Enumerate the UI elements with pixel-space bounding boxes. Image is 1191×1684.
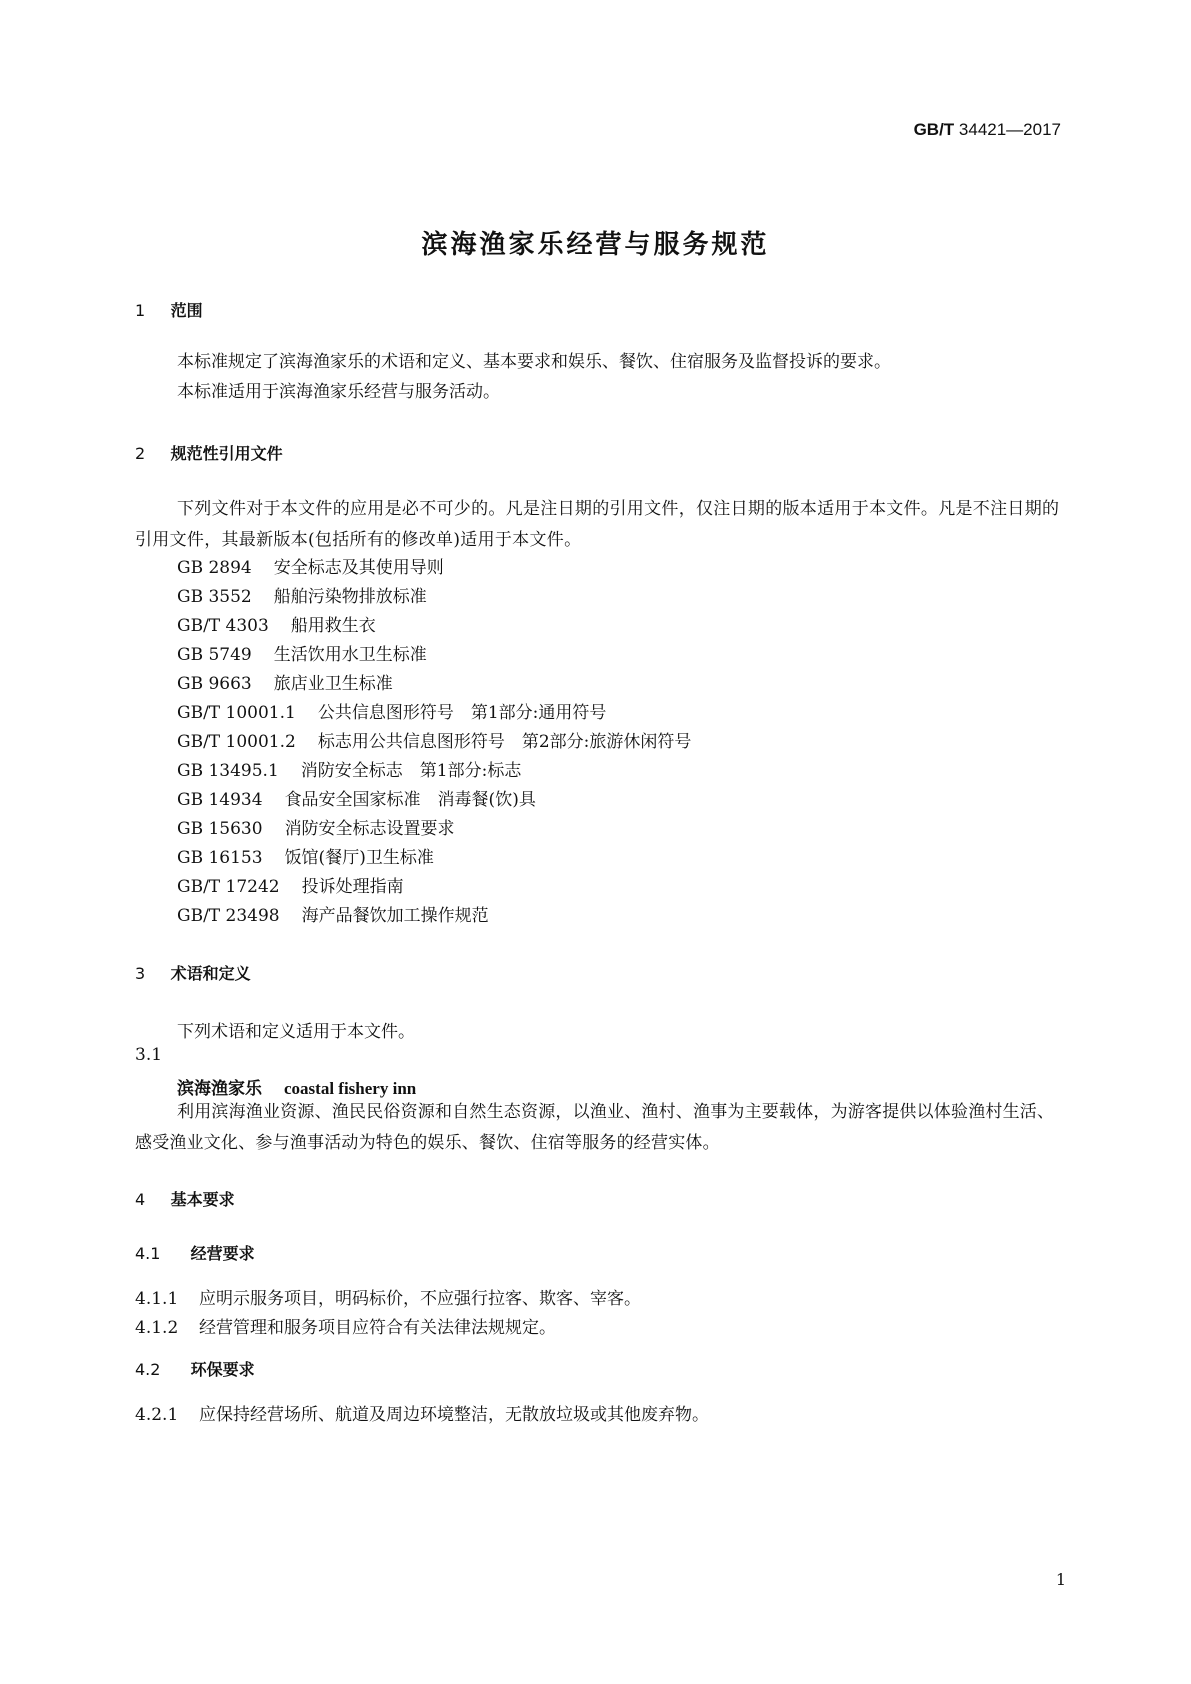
term-chinese: 滨海渔家乐: [177, 1079, 262, 1099]
section-3-heading: [135, 961, 251, 984]
section-number: 4: [135, 1190, 146, 1209]
section-title: 基本要求: [170, 1190, 235, 1209]
section-number: 2: [135, 444, 146, 463]
subsection-number: 4.1: [135, 1244, 161, 1263]
subsection-4-1-heading: [135, 1241, 255, 1264]
clause-number: 4.1.2: [135, 1318, 179, 1338]
clause-text: 应保持经营场所、航道及周边环境整洁，无散放垃圾或其他废弃物。: [199, 1405, 709, 1425]
reference-item: [177, 814, 455, 839]
reference-item: [177, 669, 393, 694]
reference-title: 消防安全标志 第1部分:标志: [300, 761, 522, 781]
term-heading: [177, 1074, 416, 1099]
reference-title: 生活饮用水卫生标准: [273, 645, 427, 665]
section-4-heading: [135, 1187, 235, 1210]
clause-number: 4.2.1: [135, 1405, 179, 1425]
reference-code: GB/T 10001.1: [177, 703, 296, 723]
section-number: 3: [135, 964, 146, 983]
reference-title: 标志用公共信息图形符号 第2部分:旅游休闲符号: [317, 732, 692, 752]
document-title: 滨海渔家乐经营与服务规范: [421, 230, 770, 260]
subsection-number: 4.2: [135, 1360, 161, 1379]
clause-number: 4.1.1: [135, 1289, 179, 1309]
clause-4-1-1: [135, 1284, 641, 1309]
clause-4-2-1: [135, 1400, 709, 1425]
reference-item: [177, 872, 404, 897]
section-number: 1: [135, 301, 146, 320]
term-number: 3.1: [135, 1045, 163, 1065]
reference-code: GB/T 10001.2: [177, 732, 296, 752]
page-number: 1: [1055, 1570, 1066, 1589]
reference-code: GB 3552: [177, 587, 252, 607]
standard-code-prefix: GB/T: [913, 120, 955, 139]
reference-item: [177, 756, 521, 781]
reference-title: 食品安全国家标准 消毒餐(饮)具: [284, 790, 536, 810]
section-3-intro: 下列术语和定义适用于本文件。: [177, 1022, 415, 1042]
section-title: 规范性引用文件: [170, 444, 283, 463]
reference-title: 船舶污染物排放标准: [273, 587, 427, 607]
section-2-heading: [135, 441, 283, 464]
reference-item: [177, 582, 427, 607]
reference-title: 公共信息图形符号 第1部分:通用符号: [317, 703, 607, 723]
reference-title: 船用救生衣: [290, 616, 376, 636]
reference-title: 旅店业卫生标准: [273, 674, 393, 694]
subsection-4-2-heading: [135, 1357, 255, 1380]
clause-text: 经营管理和服务项目应符合有关法律法规规定。: [199, 1318, 556, 1338]
reference-item: [177, 611, 376, 636]
reference-code: GB 9663: [177, 674, 252, 694]
reference-code: GB 16153: [177, 848, 263, 868]
reference-code: GB 5749: [177, 645, 252, 665]
section-title: 范围: [170, 301, 203, 320]
reference-code: GB/T 4303: [177, 616, 269, 636]
reference-title: 饭馆(餐厅)卫生标准: [284, 848, 434, 868]
reference-code: GB 14934: [177, 790, 263, 810]
clause-4-1-2: [135, 1313, 556, 1338]
standard-code-number: 34421—2017: [958, 120, 1061, 139]
section-1-paragraph-2: 本标准适用于滨海渔家乐经营与服务活动。: [177, 382, 500, 402]
reference-item: [177, 727, 691, 752]
subsection-title: 经营要求: [190, 1244, 255, 1263]
reference-title: 安全标志及其使用导则: [273, 558, 444, 578]
term-english: coastal fishery inn: [284, 1079, 417, 1098]
clause-text: 应明示服务项目，明码标价，不应强行拉客、欺客、宰客。: [199, 1289, 641, 1309]
reference-title: 消防安全标志设置要求: [284, 819, 455, 839]
section-2-intro: 下列文件对于本文件的应用是必不可少的。凡是注日期的引用文件，仅注日期的版本适用于本文件。凡是不注日期的引用文件，其最新版本(包括所有的修改单)适用于本文件。: [135, 499, 1060, 550]
reference-item: [177, 843, 434, 868]
reference-item: [177, 785, 536, 810]
reference-code: GB/T 17242: [177, 877, 280, 897]
reference-code: GB 13495.1: [177, 761, 279, 781]
subsection-title: 环保要求: [190, 1360, 255, 1379]
reference-code: GB 15630: [177, 819, 263, 839]
reference-item: [177, 640, 427, 665]
section-1-paragraph-1: 本标准规定了滨海渔家乐的术语和定义、基本要求和娱乐、餐饮、住宿服务及监督投诉的要求。: [177, 352, 891, 372]
reference-item: [177, 901, 489, 926]
reference-code: GB/T 23498: [177, 906, 280, 926]
standard-code: [914, 120, 1061, 140]
reference-code: GB 2894: [177, 558, 252, 578]
reference-title: 投诉处理指南: [301, 877, 404, 897]
reference-item: [177, 553, 444, 578]
section-title: 术语和定义: [170, 964, 251, 983]
reference-item: [177, 698, 606, 723]
section-1-heading: [135, 298, 203, 321]
reference-title: 海产品餐饮加工操作规范: [301, 906, 489, 926]
term-definition: 利用滨海渔业资源、渔民民俗资源和自然生态资源，以渔业、渔村、渔事为主要载体，为游客提供以体验渔村生活、感受渔业文化、参与渔事活动为特色的娱乐、餐饮、住宿等服务的经营实体。: [135, 1102, 1055, 1153]
